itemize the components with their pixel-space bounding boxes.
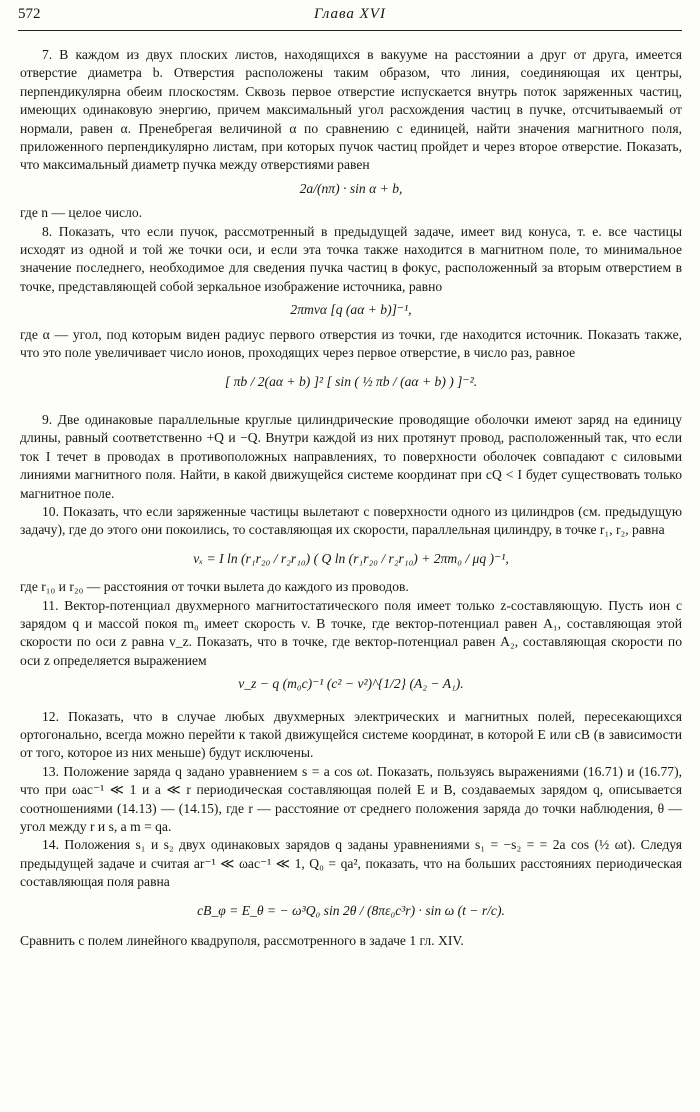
- problem-8-formula: 2πmvα [q (aα + b)]⁻¹,: [290, 302, 412, 318]
- problem-10-text: 10. Показать, что если заряженные частицы вылетают с поверхности одного из цилиндров (см. предыдущую задачу), где до этого они покоились, то составляющая их скорости, параллельная цилиндру, в точке r₁, r₂, равна: [20, 503, 682, 538]
- problem-7-after: где n — целое число.: [20, 205, 143, 221]
- page-number: 572: [18, 6, 41, 22]
- problem-8-after: где α — угол, под которым виден радиус первого отверстия из точки, где находится источник. Показать также, что это поле увеличивает число ионов, проходящих через первое отверстие, в число раз, равное: [20, 326, 682, 361]
- footer-text: Сравнить с полем линейного квадруполя, рассмотренного в задаче 1 гл. XIV.: [20, 933, 464, 949]
- spacer: [20, 403, 682, 411]
- problem-8-text: 8. Показать, что если пучок, рассмотренный в предыдущей задаче, имеет вид конуса, т. е. все частицы исходят из одной и той же точки оси, и если эта точка также находится в магнитном поле, то минимальное значение последнего, необходимое для сведения пучка частиц в фокус, расположенный за вторым отверстием в точке, представляющей собой зеркальное изображение источника, равно: [20, 223, 682, 294]
- header-rule: [18, 30, 682, 31]
- problem-14-formula: cB_φ = E_θ = − ω³Q₀ sin 2θ / (8πε₀c³r) · sin ω (t − r/c).: [197, 902, 505, 918]
- problem-12-text: 12. Показать, что в случае любых двухмерных электрических и магнитных полей, пересекающихся ортогонально, всегда можно перейти к такой движущейся системе координат, в которой E или cB (в зависимости от того, которое из них меньше) будут исключены.: [20, 708, 682, 761]
- problem-13-text: 13. Положение заряда q задано уравнением s = a cos ωt. Показать, пользуясь выражениями (16.71) и (16.77), что при ωac⁻¹ ≪ 1 и a ≪ r периодическая составляющая полей E и B, создаваемых зарядом q, описывается соотношениями (14.13) — (14.15), где r — расстояние от среднего положения заряда до точки наблюдения, θ — угол между r и s, a m = qa.: [20, 763, 682, 835]
- chapter-title: Глава XVI: [314, 6, 386, 22]
- problem-7-text: 7. В каждом из двух плоских листов, находящихся в вакууме на расстоянии a друг от друга, имеется отверстие диаметра b. Отверстия расположены таким образом, что линия, соединяющая их центры, перпендикулярна обеим плоскостям. Сквозь первое отверстие испускается внутрь поток заряженных частиц, имеющих одинаковую энергию, причем максимальный угол расхождения частиц в пучке, отсчитываемый от нормали, равен α. Пренебрегая величиной α по сравнению с единицей, найти значения магнитного поля, приложенного перпендикулярно листам, при которых пучок частиц пройдет и через второе отверстие. Показать, что максимальный диаметр пучка между отверстиями равен: [20, 47, 682, 173]
- problem-10-formula: vₓ = I ln (r₁r₂₀ / r₂r₁₀) ( Q ln (r₁r₂₀ / r₂r₁₀) + 2πm₀ / μq )⁻¹,: [193, 550, 509, 566]
- running-header: [18, 6, 682, 28]
- problem-7-formula: 2a/(nπ) · sin α + b,: [299, 180, 403, 196]
- problem-14-text: 14. Положения s₁ и s₂ двух одинаковых зарядов q заданы уравнениями s₁ = −s₂ = = 2a cos (½ ωt). Следуя предыдущей задаче и считая ar⁻¹ ≪ ωac⁻¹ ≪ 1, Q₀ = qa², показать, что на больших расстояниях периодическая составляющая поля равна: [20, 837, 682, 890]
- problem-8-formula-2: [ πb / 2(aα + b) ]² [ sin ( ½ πb / (aα + b) ) ]⁻².: [224, 373, 478, 389]
- spacer: [20, 700, 682, 708]
- page-body: [20, 46, 682, 950]
- problem-9-text: 9. Две одинаковые параллельные круглые цилиндрические проводящие оболочки имеют заряд на единицу длины, равный соответственно +Q и −Q. Внутри каждой из них протянут провод, расположенный так, что если ток I течет в проводах в противоположных направлениях, то поверхности оболочек совпадают с силовыми линиями магнитного поля. Найти, в какой движущейся системе координат при cQ < I будет существовать только магнитное поле.: [20, 411, 682, 501]
- problem-11-text: 11. Вектор-потенциал двухмерного магнитостатического поля имеет только z-составляющую. Пусть ион с зарядом q и массой покоя m₀ имеет скорость v. В точке, где вектор-потенциал равен A₁, составляющая этой скорости по оси z равна v_z. Показать, что в точке, где вектор-потенциал равен A₂, составляющая скорости по оси z определяется выражением: [20, 597, 682, 668]
- problem-11-formula: v_z − q (m₀c)⁻¹ (c² − v²)^{1/2} (A₂ − A₁).: [238, 676, 464, 692]
- problem-10-after: где r₁₀ и r₂₀ — расстояния от точки вылета до каждого из проводов.: [20, 579, 409, 595]
